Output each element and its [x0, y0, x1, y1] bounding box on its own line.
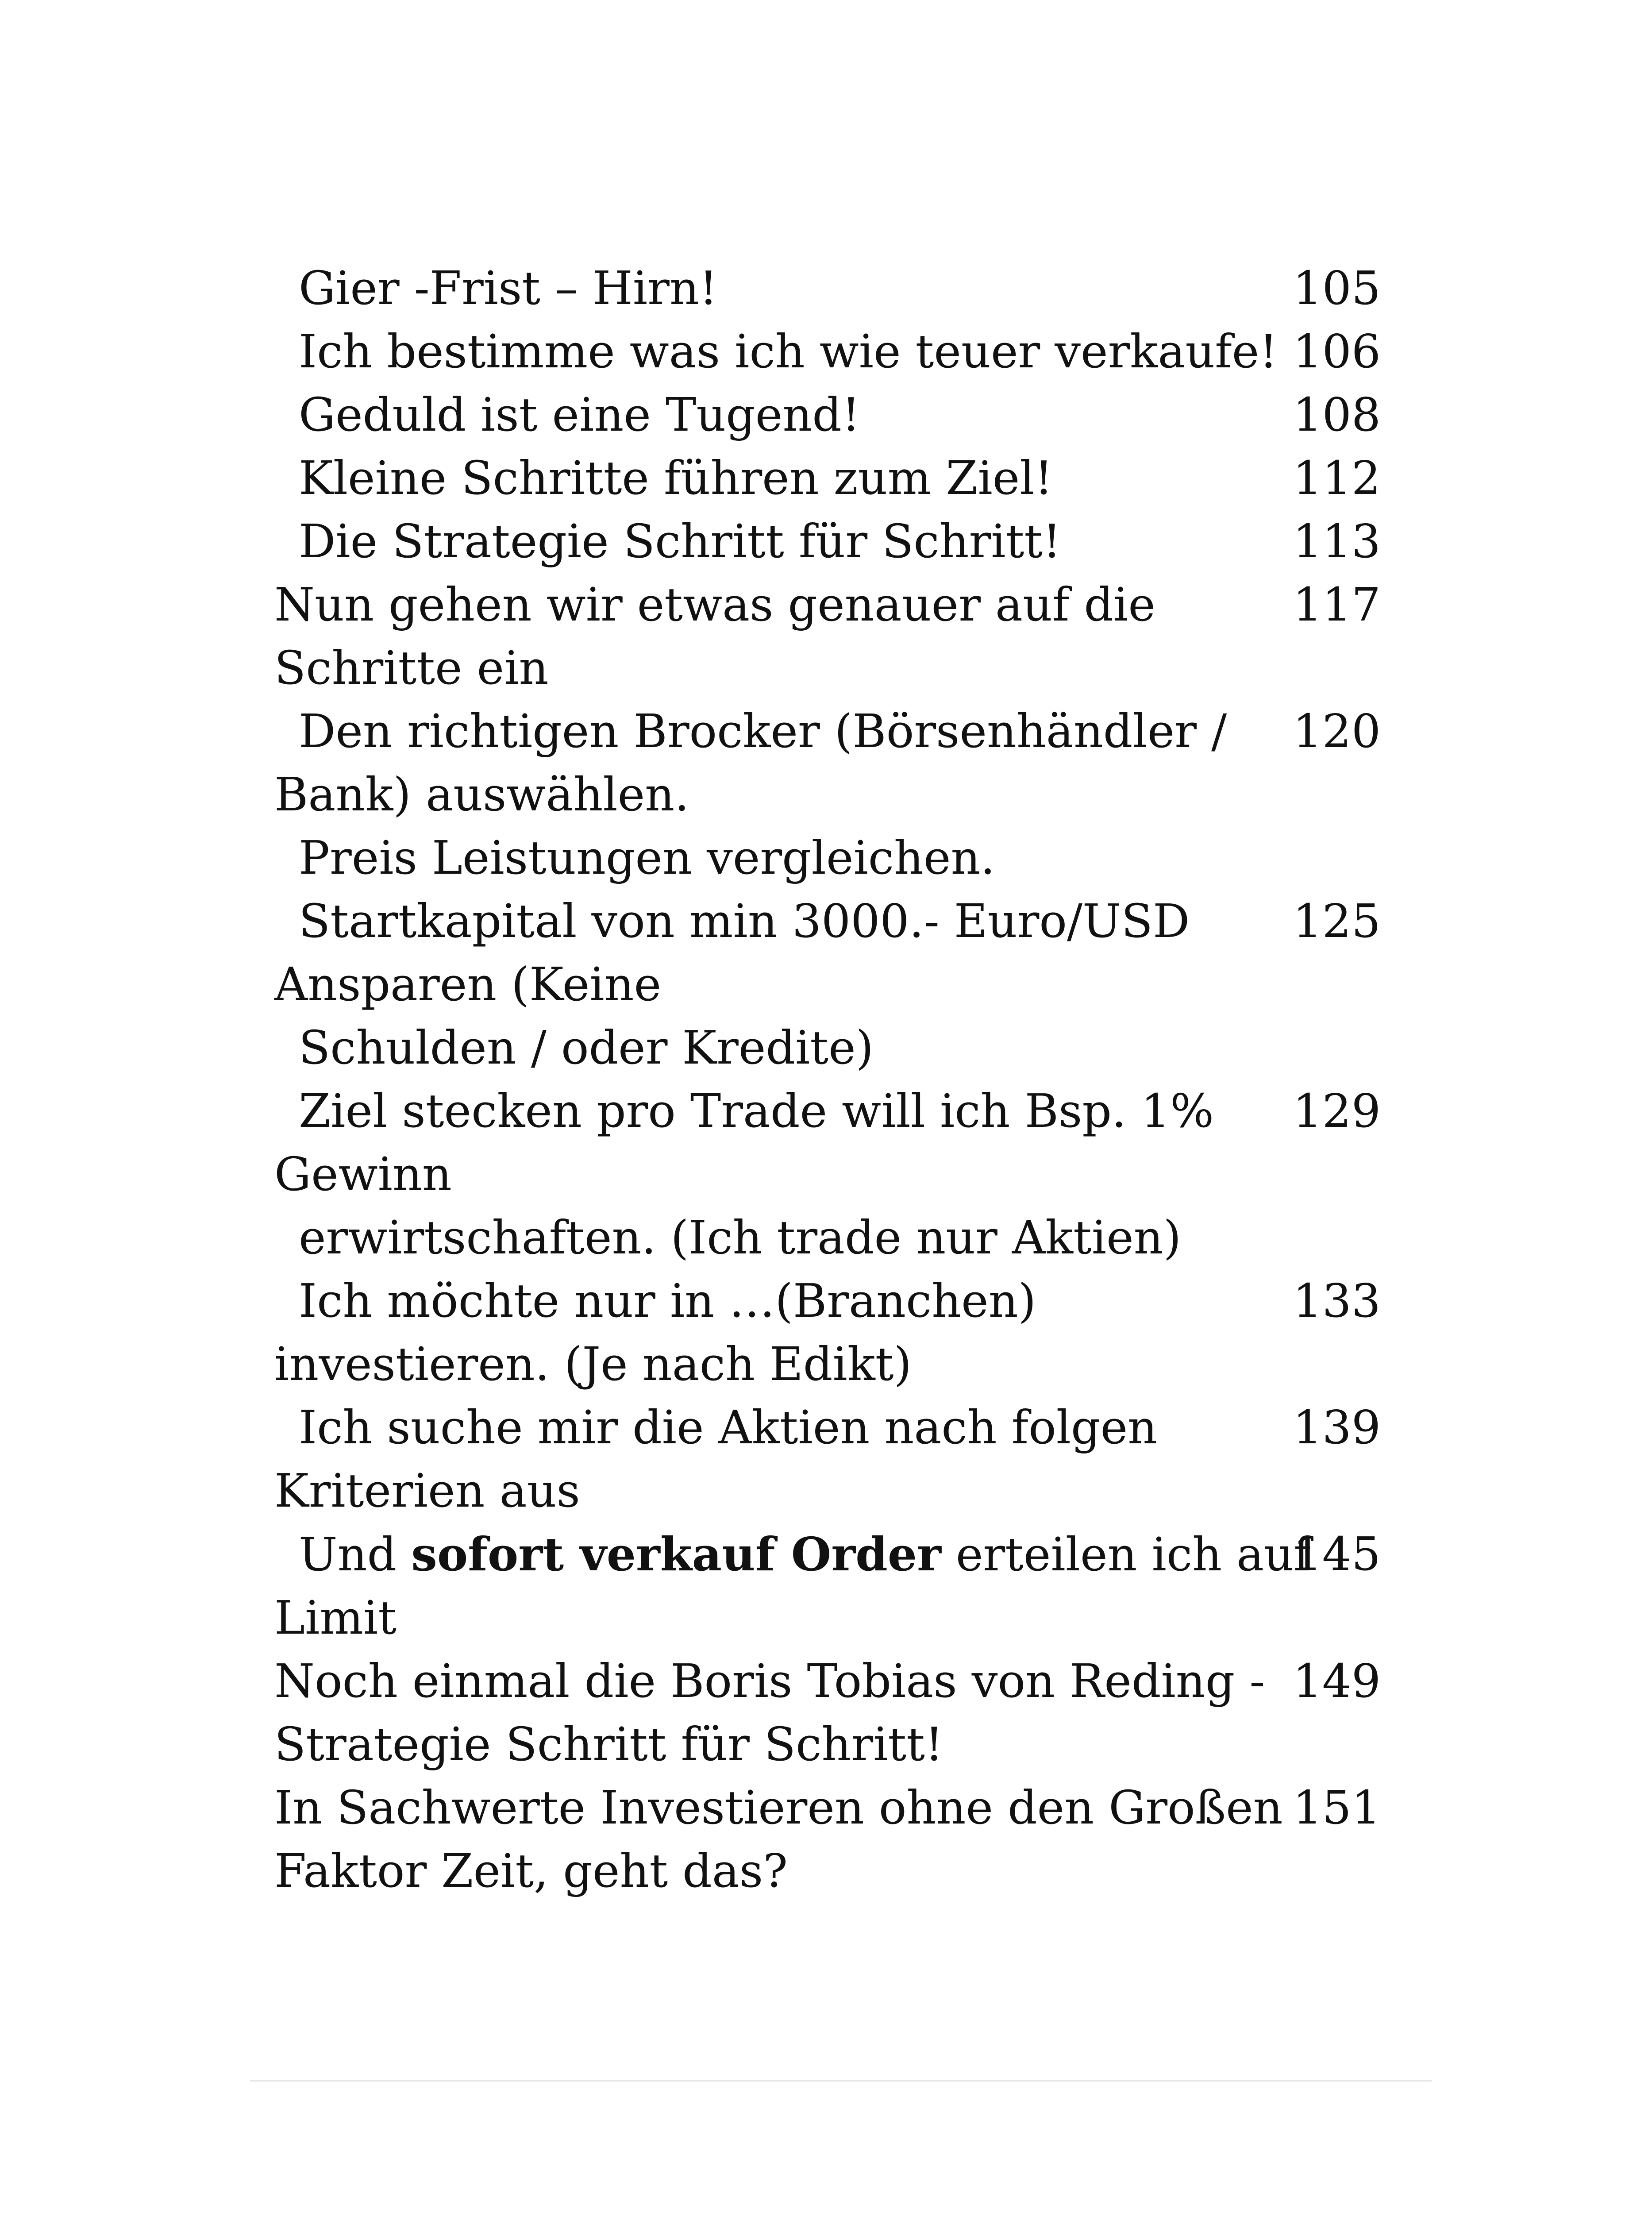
toc-entry-title-line: Gewinn — [274, 1147, 452, 1201]
toc-entry-title-line: investieren. (Je nach Edikt) — [274, 1337, 912, 1391]
toc-entry-title-line: Ich möchte nur in …(Branchen) — [299, 1274, 1036, 1328]
toc-entry — [274, 573, 1381, 700]
toc-entry-title-line: In Sachwerte Investieren ohne den Großen — [274, 1781, 1283, 1835]
toc-entry-title-line: Faktor Zeit, geht das? — [274, 1844, 788, 1898]
toc-entry — [274, 700, 1381, 826]
toc-entry-bold-text: sofort verkauf Order — [411, 1527, 941, 1581]
toc-entry-title-line: Ansparen (Keine — [274, 957, 662, 1011]
toc-entry-page-number: 149 — [1293, 1654, 1381, 1708]
toc-entry-page-number: 145 — [1293, 1527, 1381, 1581]
toc-entry-title-line: Schulden / oder Kredite) — [299, 1021, 874, 1075]
toc-entry-title — [274, 510, 1270, 573]
toc-entry-text: Und — [299, 1527, 412, 1581]
toc-entry-title — [274, 1080, 1270, 1269]
toc-entry-title — [274, 890, 1270, 1080]
toc-entry-page-number: 139 — [1293, 1400, 1381, 1454]
toc-entry-title-line: Nun gehen wir etwas genauer auf die — [274, 578, 1155, 632]
toc-entry-title-line: Ziel stecken pro Trade will ich Bsp. 1% — [299, 1084, 1214, 1138]
toc-entry-title-line: Ich suche mir die Aktien nach folgen — [299, 1400, 1158, 1454]
toc-entry-title-line: Kleine Schritte führen zum Ziel! — [299, 451, 1053, 505]
toc-entry-page-number: 105 — [1293, 261, 1381, 315]
toc-entry-title — [274, 1650, 1270, 1776]
toc-entry — [274, 890, 1381, 1080]
toc-entry-title-line: Schritte ein — [274, 641, 549, 695]
toc-entry-page-number: 108 — [1293, 388, 1381, 442]
toc-entry — [274, 826, 1381, 890]
toc-entry-title-line: Limit — [274, 1591, 397, 1645]
toc-entry-title — [274, 826, 1270, 890]
toc-entry-title-line: Gier -Frist – Hirn! — [299, 261, 718, 315]
toc-entry — [274, 1396, 1381, 1523]
toc-entry-title — [274, 573, 1270, 700]
toc-entry-title-line: Den richtigen Brocker (Börsenhändler / — [299, 704, 1227, 758]
toc-entry — [274, 257, 1381, 320]
toc-entry-page-number: 151 — [1293, 1781, 1381, 1835]
toc-entry-page-number: 106 — [1293, 324, 1381, 378]
toc-entry-title-line: Startkapital von min 3000.- Euro/USD — [299, 894, 1190, 948]
toc-entry-page-number: 120 — [1293, 704, 1381, 758]
toc-entry-title — [274, 1396, 1270, 1523]
toc-entry-title — [274, 1776, 1283, 1903]
toc-entry-title-line: Bank) auswählen. — [274, 767, 689, 821]
footer-divider — [250, 2080, 1432, 2082]
toc-entry-page-number: 129 — [1293, 1084, 1381, 1138]
toc-entry — [274, 1269, 1381, 1396]
toc-entry-title — [274, 383, 1270, 447]
toc-entry-page-number: 117 — [1293, 578, 1381, 632]
toc-entry-title-line: Geduld ist eine Tugend! — [299, 388, 860, 442]
toc-entry-title — [274, 320, 1278, 383]
toc-entry-title-line: Die Strategie Schritt für Schritt! — [299, 514, 1061, 568]
toc-entry-title-line: Ich bestimme was ich wie teuer verkaufe! — [299, 324, 1278, 378]
toc-entry-title-line: Strategie Schritt für Schritt! — [274, 1717, 943, 1771]
toc-entry-title-line: Kriterien aus — [274, 1464, 580, 1518]
toc-entry — [274, 1080, 1381, 1269]
toc-entry-title — [274, 1523, 1311, 1650]
toc-entry-title-line — [274, 1523, 1311, 1586]
toc-entry-title — [274, 1269, 1270, 1396]
toc-entry-title — [274, 700, 1270, 826]
toc-entry — [274, 510, 1381, 573]
toc-entry-page-number: 113 — [1293, 514, 1381, 568]
toc-entry-page-number: 125 — [1293, 894, 1381, 948]
table-of-contents — [274, 257, 1381, 1903]
toc-entry-title-line: erwirtschaften. (Ich trade nur Aktien) — [299, 1211, 1182, 1265]
toc-entry — [274, 320, 1381, 383]
toc-entry-title-line: Noch einmal die Boris Tobias von Reding - — [274, 1654, 1265, 1708]
toc-entry-text: erteilen ich auf — [941, 1527, 1311, 1581]
toc-entry-page-number: 133 — [1293, 1274, 1381, 1328]
toc-entry-title-line: Preis Leistungen vergleichen. — [299, 831, 995, 885]
toc-entry-title — [274, 257, 1270, 320]
toc-entry — [274, 383, 1381, 447]
toc-entry — [274, 447, 1381, 510]
toc-entry-title — [274, 447, 1270, 510]
toc-entry — [274, 1650, 1381, 1776]
toc-entry — [274, 1776, 1381, 1903]
toc-entry-page-number: 112 — [1293, 451, 1381, 505]
toc-entry — [274, 1523, 1381, 1650]
